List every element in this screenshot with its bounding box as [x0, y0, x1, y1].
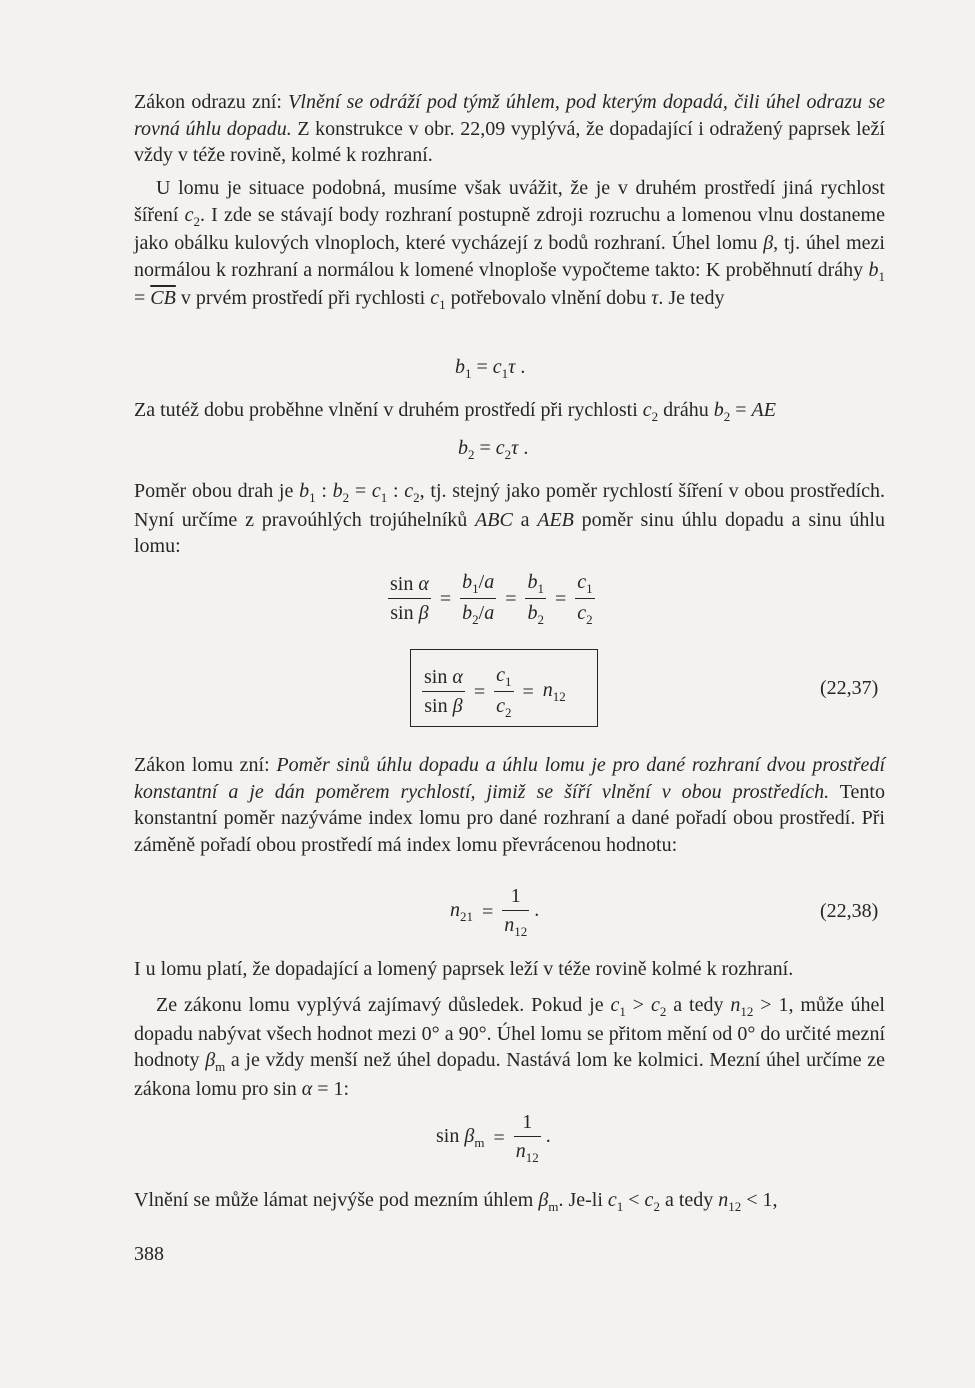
equation-sine-ratio: $\frac{\text{sin α}}{\text{sin β}}$ = $\frac{b_1/a}{b_2/a}$ = $\frac{b_1}{b_2}$ = $\frac{c_1}{c_2}$: [390, 571, 593, 627]
equation-number-22-38: (22,38): [820, 900, 879, 922]
paragraph-same-plane: I u lomu platí, že dopadající a lomený paprsek leží v téže rovině kolmé k rozhraní.: [134, 958, 794, 980]
equation-refraction-index: $\frac{\text{sin α}}{\text{sin β}}$ = $\frac{c_1}{c_2}$ = $n_{12}$: [424, 664, 566, 720]
paragraph-consequence: Ze zákonu lomu vyplývá zajímavý důsledek. Pokud je $c_1 > c_2$ a tedy $n_{12} > 1$, může úhel dopadu nabývat všech hodnot mezi 0° a 90°. Úhel lomu se přitom mění od 0° do určité mezní hodnoty $\beta_m$ a je vždy menší než úhel dopadu. Nastává lom ke kolmici. Mezní úhel určíme ze zákona lomu pro sin α = 1:: [134, 994, 885, 1100]
page-number: 388: [134, 1243, 164, 1265]
paragraph-refraction-intro: U lomu je situace podobná, musíme však uvážit, že je v druhém prostředí jiná rychlost šíření $c_2$. I zde se stávají body rozhraní postupně zdroji rozruchu a lomenou vlnu dostaneme jako obálku kulových vlnoploch, které vycházejí z bodů rozhraní. Úhel lomu β, tj. úhel mezi normálou k rozhraní a normálou k lomené vlnoploše vypočteme takto: K proběhnutí dráhy $b_1 = \overline{CB}$ v prvém prostředí při rychlosti $c_1$ potřebovalo vlnění dobu τ. Je tedy: [134, 177, 885, 312]
paragraph-ratio: Poměr obou drah je $b_1$ : $b_2 = c_1$ : $c_2$, tj. stejný jako poměr rychlostí šíření v obou prostředích. Nyní určíme z pravoúhlých trojúhelníků ABC a AEB poměr sinu úhlu dopadu a sinu úhlu lomu:: [134, 480, 886, 557]
equation-b1: $b_1 = c_1\tau$ .: [455, 356, 526, 381]
equation-b2: $b_2 = c_2\tau$ .: [458, 437, 529, 462]
paragraph-second-medium: Za tutéž dobu proběhne vlnění v druhém prostředí při rychlosti $c_2$ dráhu $b_2$ = AE: [134, 399, 776, 424]
paragraph-refraction-law: Zákon lomu zní: Poměr sinů úhlu dopadu a úhlu lomu je pro dané rozhraní dvou prostředí konstantní a je dán poměrem rychlostí, jimiž se šíří vlnění v obou prostředích. Tento konstantní poměr nazýváme index lomu pro dané rozhraní a dané pořadí obou prostředí. Při záměně pořadí obou prostředí má index lomu převrácenou hodnotu:: [134, 754, 885, 856]
equation-limit-angle: $\sin \beta_m$ = $\frac{1}{n_{12}}$ .: [436, 1111, 551, 1165]
equation-number-22-37: (22,37): [820, 677, 879, 699]
equation-n21: $n_{21}$ = $\frac{1}{n_{12}}$ .: [450, 885, 540, 939]
paragraph-reflection-law: Zákon odrazu zní: Vlnění se odráží pod týmž úhlem, pod kterým dopadá, čili úhel odrazu se rovná úhlu dopadu. Z konstrukce v obr. 22,09 vyplývá, že dopadající i odražený paprsek leží vždy v téže rovině, kolmé k rozhraní.: [134, 91, 885, 166]
paragraph-limit: Vlnění se může lámat nejvýše pod mezním úhlem $\beta_m$. Je-li $c_1 < c_2$ a tedy $n_{12} < 1$,: [134, 1189, 778, 1214]
